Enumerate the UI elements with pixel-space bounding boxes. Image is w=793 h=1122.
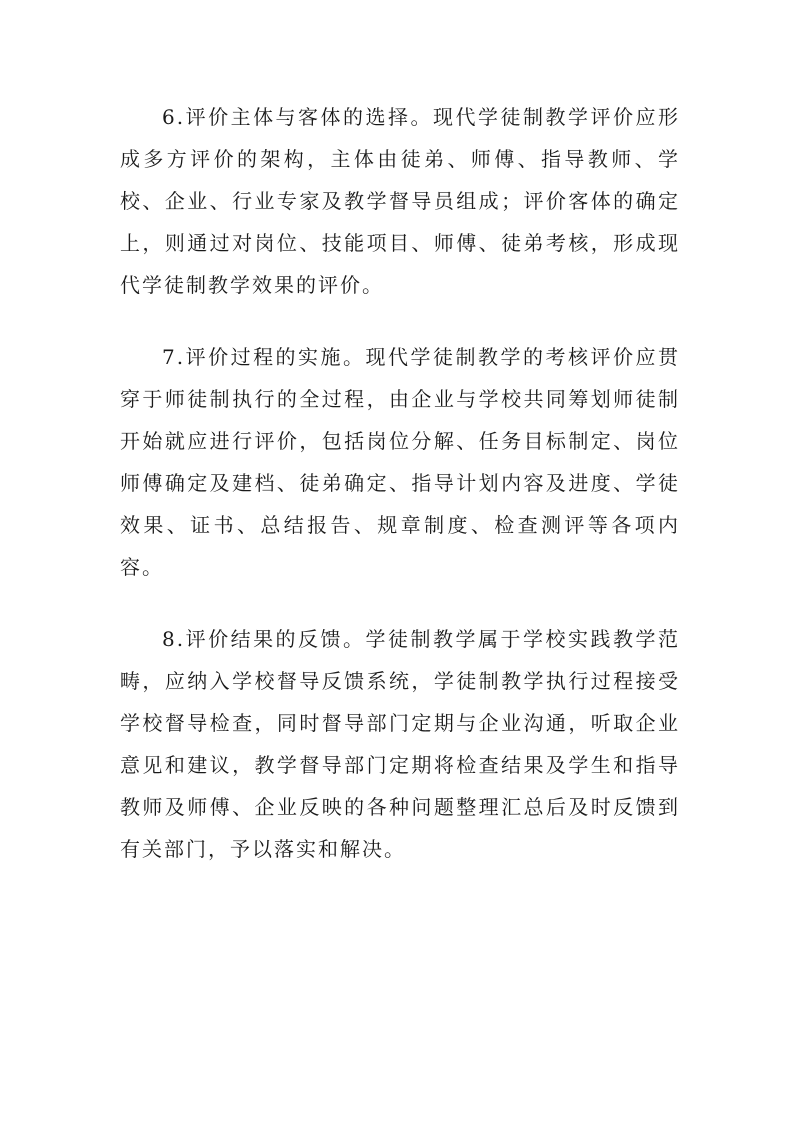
paragraph-evaluation-subject-object: 6.评价主体与客体的选择。现代学徒制教学评价应形成多方评价的架构，主体由徒弟、师傅、指导教师、学校、企业、行业专家及教学督导员组成；评价客体的确定上，则通过对岗位、技能项目、师傅、徒弟考核，形成现代学徒制教学效果的评价。 bbox=[120, 105, 680, 297]
paragraph-evaluation-process: 7.评价过程的实施。现代学徒制教学的考核评价应贯穿于师徒制执行的全过程，由企业与学校共同筹划师徒制开始就应进行评价，包括岗位分解、任务目标制定、岗位师傅确定及建档、徒弟确定、指导计划内容及进度、学徒效果、证书、总结报告、规章制度、检查测评等各项内容。 bbox=[120, 345, 680, 579]
paragraph-evaluation-feedback: 8.评价结果的反馈。学徒制教学属于学校实践教学范畴，应纳入学校督导反馈系统，学徒制教学执行过程接受学校督导检查，同时督导部门定期与企业沟通，听取企业意见和建议，教学督导部门定期将检查结果及学生和指导教师及师傅、企业反映的各种问题整理汇总后及时反馈到有关部门，予以落实和解决。 bbox=[120, 627, 680, 861]
document-body bbox=[120, 96, 680, 900]
